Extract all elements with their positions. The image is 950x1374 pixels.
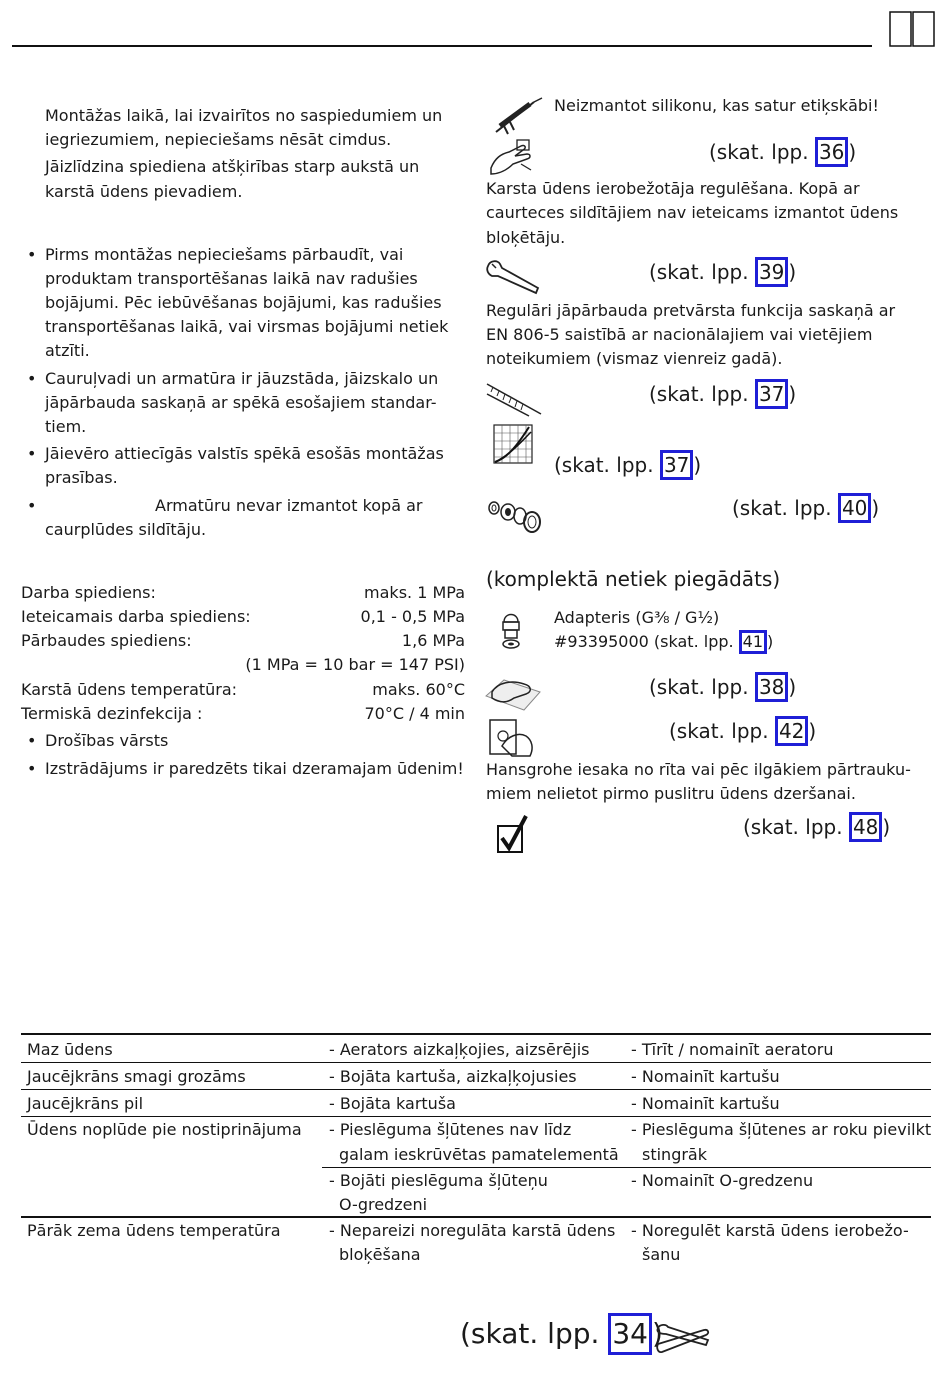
bullet-line: Cauruļvadi un armatūra ir jāuzstāda, jāizskalo un bbox=[45, 369, 439, 388]
spec-label: Karstā ūdens temperatūra: bbox=[21, 680, 238, 699]
wrench-icon bbox=[484, 258, 542, 296]
spec-label: Darba spiediens: bbox=[21, 583, 156, 602]
table-cell-problem: Ūdens noplūde pie nostiprinājuma bbox=[27, 1120, 302, 1139]
bullet-line: transportēšanas laikā, vai virsmas bojājumi netiek bbox=[45, 317, 449, 336]
table-cell-problem: Jaucējkrāns smagi grozāms bbox=[27, 1067, 246, 1086]
table-rule bbox=[21, 1062, 931, 1063]
intro-line: Jāizlīdzina spiediena atšķirības starp aukstā un bbox=[45, 157, 420, 176]
valve-line: Regulāri jāpārbauda pretvārsta funkcija saskaņā ar bbox=[486, 301, 896, 320]
spec-value: 1,6 MPa bbox=[401, 631, 465, 650]
page-link[interactable]: 42 bbox=[775, 716, 808, 746]
page-link[interactable]: 41 bbox=[739, 630, 767, 654]
valve-line: noteikumiem (vismaz vienreiz gadā). bbox=[486, 349, 783, 368]
page-ref: (skat. lpp. 48 ) bbox=[743, 812, 890, 842]
page-ref: (skat. lpp. 38 ) bbox=[649, 672, 796, 702]
spec-row bbox=[21, 629, 465, 653]
spec-row bbox=[21, 581, 465, 605]
page-link[interactable]: 36 bbox=[815, 137, 848, 167]
spec-row bbox=[21, 653, 465, 677]
bullet-line: Pirms montāžas nepieciešams pārbaudīt, vai bbox=[45, 245, 404, 264]
bullet-dot: • bbox=[27, 731, 37, 750]
hot-water-line: caurteces sildītājiem nav ieteicams izmantot ūdens bbox=[486, 203, 899, 222]
hand-cleaning-icon bbox=[488, 716, 538, 758]
valve-line: EN 806-5 saistībā ar nacionālajiem vai vietējiem bbox=[486, 325, 873, 344]
intro-line: karstā ūdens pievadiem. bbox=[45, 182, 243, 201]
spec-row bbox=[21, 702, 465, 726]
table-rule bbox=[21, 1116, 931, 1117]
bullet-line: produktam transportēšanas laikā nav radušies bbox=[45, 269, 418, 288]
bullet-line: caurplūdes sildītāju. bbox=[45, 520, 207, 539]
bullet-line: prasības. bbox=[45, 468, 118, 487]
hot-water-line: Karsta ūdens ierobežotāja regulēšana. Kopā ar bbox=[486, 179, 860, 198]
not-included-note: (komplektā netiek piegādāts) bbox=[486, 567, 781, 591]
hot-water-line: bloķētāju. bbox=[486, 228, 566, 247]
page-link[interactable]: 34 bbox=[608, 1313, 652, 1355]
note-line: Drošības vārsts bbox=[45, 731, 169, 750]
page-ref: (skat. lpp. 37 ) bbox=[554, 450, 701, 480]
bullet-line: Jāievēro attiecīgās valstīs spēkā esošās montāžas bbox=[45, 444, 444, 463]
table-cell-problem: Maz ūdens bbox=[27, 1040, 113, 1059]
page-link[interactable]: 40 bbox=[838, 493, 871, 523]
silicone-note: Neizmantot silikonu, kas satur etiķskābi! bbox=[554, 96, 879, 115]
bullet-dot: • bbox=[27, 496, 37, 515]
page-ref: (skat. lpp. 40 ) bbox=[732, 493, 879, 523]
table-cell-problem: Jaucējkrāns pil bbox=[27, 1094, 144, 1113]
table-cell-fix: stingrāk bbox=[642, 1145, 707, 1164]
table-cell-cause: bloķēšana bbox=[339, 1245, 421, 1264]
spec-row bbox=[21, 678, 465, 702]
bullet-dot: • bbox=[27, 759, 37, 778]
bullet-line: jāpārbauda saskaņā ar spēkā esošajiem standar- bbox=[45, 393, 437, 412]
table-cell-fix: - Nomainīt kartušu bbox=[631, 1067, 780, 1086]
hand-adjust-icon bbox=[487, 136, 535, 178]
table-cell-cause: - Bojāta kartuša, aizkaļķojusies bbox=[329, 1067, 577, 1086]
adapter-icon bbox=[498, 608, 524, 650]
page-ref: (skat. lpp. 39 ) bbox=[649, 257, 796, 287]
bullet-line: Armatūru nevar izmantot kopā ar bbox=[155, 496, 423, 515]
seal-parts-icon bbox=[486, 498, 544, 534]
table-cell-fix: - Nomainīt kartušu bbox=[631, 1094, 780, 1113]
adapter-line: Adapteris (G⅜ / G½) bbox=[554, 608, 720, 627]
table-rule bbox=[21, 1033, 931, 1035]
spec-value: maks. 1 MPa bbox=[364, 583, 465, 602]
open-book-icon bbox=[889, 11, 935, 47]
spec-value: maks. 60°C bbox=[372, 680, 465, 699]
table-cell-cause: - Nepareizi noregulāta karstā ūdens bbox=[329, 1221, 616, 1240]
spec-value: 70°C / 4 min bbox=[364, 704, 465, 723]
bullet-line: tiem. bbox=[45, 417, 87, 436]
table-rule bbox=[21, 1216, 931, 1218]
page-link[interactable]: 39 bbox=[755, 257, 788, 287]
table-cell-fix: - Pieslēguma šļūtenes ar roku pievilkt bbox=[631, 1120, 932, 1139]
header-rule bbox=[12, 45, 872, 47]
spec-label: Termiskā dezinfekcija : bbox=[21, 704, 203, 723]
spec-row bbox=[21, 605, 465, 629]
table-rule bbox=[322, 1167, 931, 1168]
bullet-line: bojājumi. Pēc iebūvēšanas bojājumi, kas radušies bbox=[45, 293, 442, 312]
table-cell-fix: - Noregulēt karstā ūdens ierobežo- bbox=[631, 1221, 909, 1240]
spec-value: (1 MPa = 10 bar = 147 PSI) bbox=[245, 655, 465, 674]
spec-label: Pārbaudes spiediens: bbox=[21, 631, 192, 650]
adapter-ref: #93395000 (skat. lpp. 41 ) bbox=[554, 630, 773, 654]
footer-page-ref: (skat. lpp. 34 ) bbox=[460, 1313, 663, 1355]
intro-line: iegriezumiem, nepieciešams nēsāt cimdus. bbox=[45, 130, 392, 149]
intro-line: Montāžas laikā, lai izvairītos no saspiedumiem un bbox=[45, 106, 443, 125]
page-ref: (skat. lpp. 42 ) bbox=[669, 716, 816, 746]
table-cell-cause: - Pieslēguma šļūtenes nav līdz bbox=[329, 1120, 572, 1139]
pressure-graph-icon bbox=[493, 424, 533, 464]
table-cell-cause: O-gredzeni bbox=[339, 1195, 428, 1214]
table-cell-cause: - Bojāti pieslēguma šļūteņu bbox=[329, 1171, 548, 1190]
bullet-dot: • bbox=[27, 369, 37, 388]
table-rule bbox=[21, 1089, 931, 1090]
page-link[interactable]: 37 bbox=[660, 450, 693, 480]
table-cell-fix: - Tīrīt / nomainīt aeratoru bbox=[631, 1040, 834, 1059]
spec-value: 0,1 - 0,5 MPa bbox=[360, 607, 465, 626]
table-cell-cause: - Bojāta kartuša bbox=[329, 1094, 456, 1113]
bullet-dot: • bbox=[27, 444, 37, 463]
tools-icon bbox=[654, 1322, 712, 1356]
table-cell-fix: - Nomainīt O-gredzenu bbox=[631, 1171, 814, 1190]
page-link[interactable]: 38 bbox=[755, 672, 788, 702]
page-ref: (skat. lpp. 36 ) bbox=[709, 137, 856, 167]
note-line: Izstrādājums ir paredzēts tikai dzeramajam ūdenim! bbox=[45, 759, 464, 778]
table-cell-cause: galam ieskrūvētas pamatelementā bbox=[339, 1145, 619, 1164]
table-cell-fix: šanu bbox=[642, 1245, 681, 1264]
hansgrohe-line: Hansgrohe iesaka no rīta vai pēc ilgākiem pārtrauku- bbox=[486, 760, 911, 779]
page-ref: (skat. lpp. 37 ) bbox=[649, 379, 796, 409]
hansgrohe-line: miem nelietot pirmo puslitru ūdens dzeršanai. bbox=[486, 784, 856, 803]
page-link[interactable]: 37 bbox=[755, 379, 788, 409]
table-cell-problem: Pārāk zema ūdens temperatūra bbox=[27, 1221, 281, 1240]
caulking-gun-icon bbox=[490, 96, 546, 136]
table-cell-cause: - Aerators aizkaļķojies, aizsērējis bbox=[329, 1040, 590, 1059]
hand-wiping-icon bbox=[484, 674, 542, 712]
ruler-icon bbox=[485, 380, 543, 418]
bullet-dot: • bbox=[27, 245, 37, 264]
checkmark-box-icon bbox=[496, 814, 530, 854]
bullet-line: atzīti. bbox=[45, 341, 90, 360]
page-link[interactable]: 48 bbox=[849, 812, 882, 842]
spec-label: Ieteicamais darba spiediens: bbox=[21, 607, 251, 626]
